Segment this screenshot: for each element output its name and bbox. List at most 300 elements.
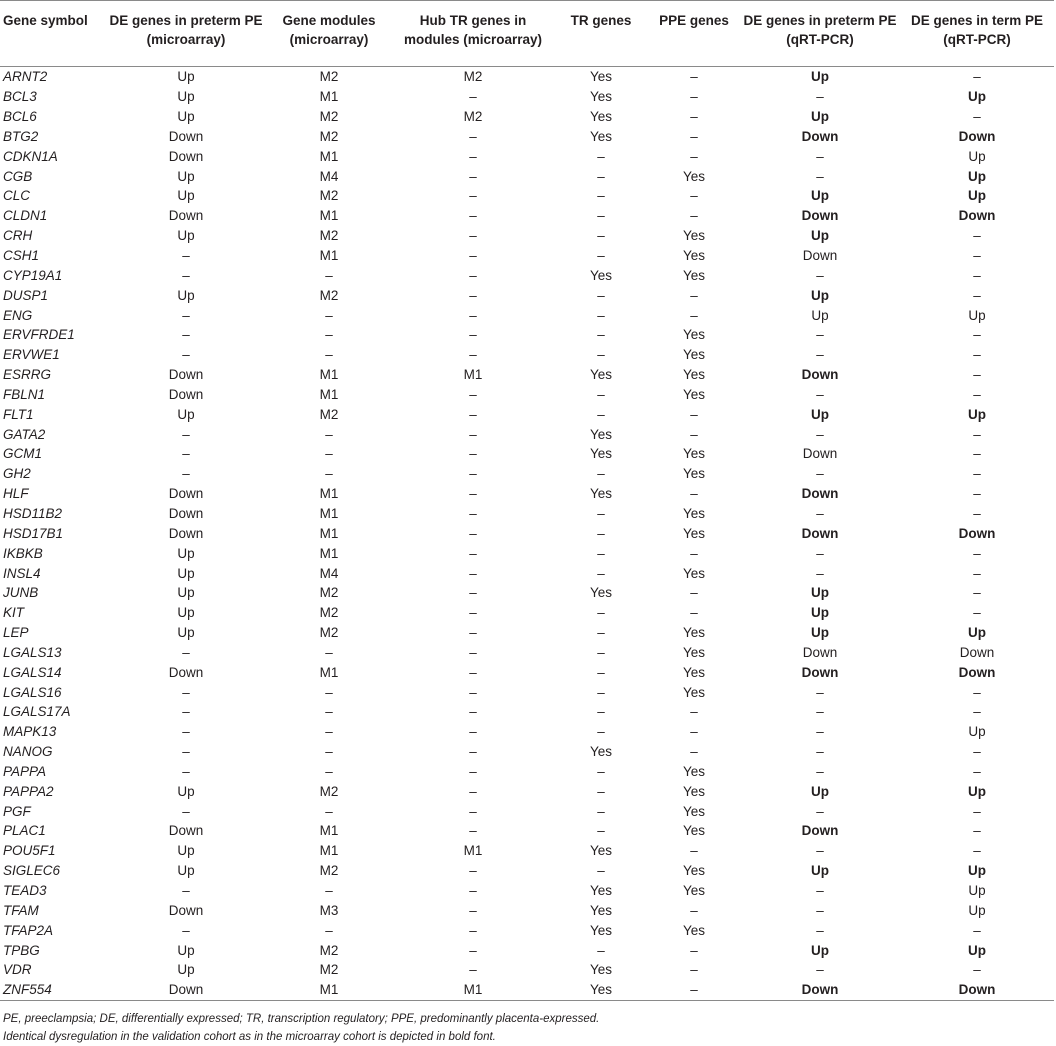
gene-symbol-cell: ERVFRDE1 xyxy=(3,327,75,343)
gene-symbol-cell: GATA2 xyxy=(3,426,46,442)
gene-symbol-cell: CYP19A1 xyxy=(3,267,63,283)
table-row xyxy=(0,920,1054,940)
tr-gene-cell: Yes xyxy=(589,446,613,462)
gene-module-cell: – xyxy=(325,267,333,283)
gene-module-cell: M1 xyxy=(319,248,339,264)
gene-module-cell: M1 xyxy=(319,148,339,164)
ppe-gene-cell: Yes xyxy=(682,863,706,879)
gene-module-cell: M2 xyxy=(319,863,339,879)
gene-module-cell: M1 xyxy=(319,208,339,224)
de-preterm-qrtpcr-cell: Up xyxy=(811,307,829,323)
de-preterm-microarray-cell: Up xyxy=(177,783,195,799)
ppe-gene-cell: Yes xyxy=(682,505,706,521)
de-preterm-microarray-cell: – xyxy=(182,763,190,779)
hub-tr-cell: – xyxy=(469,644,477,660)
hub-tr-cell: – xyxy=(469,89,477,105)
header-ppe-genes: PPE genes xyxy=(648,1,740,67)
table-row xyxy=(0,365,1054,385)
ppe-gene-cell: Yes xyxy=(682,783,706,799)
hub-tr-cell: – xyxy=(469,704,477,720)
tr-gene-cell: Yes xyxy=(589,128,613,144)
table-row xyxy=(0,265,1054,285)
ppe-gene-cell: – xyxy=(690,128,698,144)
hub-tr-cell: – xyxy=(469,783,477,799)
gene-module-cell: – xyxy=(325,446,333,462)
table-row xyxy=(0,325,1054,345)
gene-symbol-cell: VDR xyxy=(3,962,32,978)
de-preterm-qrtpcr-cell: Down xyxy=(801,128,839,144)
tr-gene-cell: – xyxy=(597,168,605,184)
de-term-qrtpcr-cell: Up xyxy=(968,625,986,641)
hub-tr-cell: – xyxy=(469,267,477,283)
de-term-qrtpcr-cell: Down xyxy=(959,644,995,660)
de-preterm-microarray-cell: – xyxy=(182,347,190,363)
de-preterm-microarray-cell: – xyxy=(182,426,190,442)
de-preterm-qrtpcr-cell: Down xyxy=(801,525,839,541)
gene-module-cell: – xyxy=(325,644,333,660)
ppe-gene-cell: Yes xyxy=(682,684,706,700)
tr-gene-cell: – xyxy=(597,188,605,204)
de-term-qrtpcr-cell: – xyxy=(973,704,981,720)
gene-symbol-cell: ERVWE1 xyxy=(3,347,60,363)
ppe-gene-cell: Yes xyxy=(682,763,706,779)
de-preterm-microarray-cell: Up xyxy=(177,89,195,105)
gene-module-cell: – xyxy=(325,724,333,740)
hub-tr-cell: M2 xyxy=(463,109,483,125)
gene-module-cell: M4 xyxy=(319,565,339,581)
table-row xyxy=(0,424,1054,444)
gene-module-cell: – xyxy=(325,347,333,363)
gene-module-cell: M2 xyxy=(319,228,339,244)
de-preterm-qrtpcr-cell: Down xyxy=(801,208,839,224)
gene-module-cell: M1 xyxy=(319,89,339,105)
de-preterm-qrtpcr-cell: – xyxy=(816,962,824,978)
tr-gene-cell: – xyxy=(597,505,605,521)
gene-module-cell: M2 xyxy=(319,942,339,958)
gene-symbol-cell: CLDN1 xyxy=(3,208,48,224)
tr-gene-cell: – xyxy=(597,406,605,422)
de-preterm-qrtpcr-cell: Up xyxy=(811,605,829,621)
gene-symbol-cell: LGALS13 xyxy=(3,644,62,660)
gene-symbol-cell: GCM1 xyxy=(3,446,43,462)
gene-symbol-cell: TEAD3 xyxy=(3,883,47,899)
de-preterm-microarray-cell: Down xyxy=(168,367,204,383)
tr-gene-cell: – xyxy=(597,823,605,839)
ppe-gene-cell: Yes xyxy=(682,565,706,581)
de-preterm-microarray-cell: Down xyxy=(168,386,204,402)
ppe-gene-cell: – xyxy=(690,406,698,422)
gene-symbol-cell: MAPK13 xyxy=(3,724,57,740)
ppe-gene-cell: Yes xyxy=(682,466,706,482)
table-row xyxy=(0,67,1054,87)
table-row xyxy=(0,583,1054,603)
gene-module-cell: M2 xyxy=(319,287,339,303)
gene-module-cell: – xyxy=(325,684,333,700)
hub-tr-cell: M2 xyxy=(463,69,483,85)
de-term-qrtpcr-cell: Up xyxy=(968,783,986,799)
tr-gene-cell: Yes xyxy=(589,883,613,899)
de-preterm-microarray-cell: Up xyxy=(177,545,195,561)
gene-symbol-cell: BTG2 xyxy=(3,128,39,144)
hub-tr-cell: – xyxy=(469,466,477,482)
gene-module-cell: M1 xyxy=(266,980,392,1000)
tr-gene-cell: – xyxy=(597,565,605,581)
de-preterm-microarray-cell: – xyxy=(182,466,190,482)
table-row xyxy=(0,186,1054,206)
hub-tr-cell: – xyxy=(469,505,477,521)
de-preterm-qrtpcr-cell: – xyxy=(816,267,824,283)
tr-gene-cell: – xyxy=(597,327,605,343)
hub-tr-cell: M1 xyxy=(463,367,483,383)
header-de-preterm-qrtpcr: DE genes in preterm PE (qRT-PCR) xyxy=(740,1,900,67)
footnote-abbreviations: PE, preeclampsia; DE, differentially expressed; TR, transcription regulatory; PPE, predominantly placenta-expressed. xyxy=(3,1013,600,1025)
tr-gene-cell: – xyxy=(597,625,605,641)
gene-symbol-cell: KIT xyxy=(3,605,25,621)
de-preterm-qrtpcr-cell: – xyxy=(816,466,824,482)
hub-tr-cell: – xyxy=(469,684,477,700)
hub-tr-cell: – xyxy=(469,287,477,303)
tr-gene-cell: Yes xyxy=(589,89,613,105)
table-row xyxy=(0,960,1054,980)
tr-gene-cell: – xyxy=(597,228,605,244)
de-preterm-qrtpcr-cell: Up xyxy=(811,585,829,601)
table-row xyxy=(0,980,1054,1000)
tr-gene-cell: – xyxy=(597,307,605,323)
gene-symbol-cell: SIGLEC6 xyxy=(3,863,61,879)
de-term-qrtpcr-cell: – xyxy=(973,486,981,502)
de-term-qrtpcr-cell: Down xyxy=(958,525,996,541)
gene-symbol-cell: HSD17B1 xyxy=(3,525,64,541)
tr-gene-cell: – xyxy=(597,644,605,660)
de-preterm-qrtpcr-cell: – xyxy=(816,327,824,343)
de-term-qrtpcr-cell: – xyxy=(973,69,981,85)
header-de-term-qrtpcr: DE genes in term PE (qRT-PCR) xyxy=(900,1,1054,67)
de-preterm-microarray-cell: – xyxy=(182,724,190,740)
tr-gene-cell: – xyxy=(597,684,605,700)
gene-module-cell: M3 xyxy=(319,902,339,918)
gene-symbol-cell: ENG xyxy=(3,307,33,323)
table-row xyxy=(0,127,1054,147)
gene-module-cell: M2 xyxy=(319,783,339,799)
hub-tr-cell: – xyxy=(469,823,477,839)
hub-tr-cell: – xyxy=(469,426,477,442)
de-term-qrtpcr-cell: Up xyxy=(968,724,986,740)
tr-gene-cell: – xyxy=(597,763,605,779)
de-term-qrtpcr-cell: Up xyxy=(968,188,986,204)
hub-tr-cell: – xyxy=(469,525,477,541)
de-term-qrtpcr-cell: – xyxy=(973,446,981,462)
hub-tr-cell: – xyxy=(469,942,477,958)
gene-symbol-cell: POU5F1 xyxy=(3,843,56,859)
table-row xyxy=(0,801,1054,821)
de-preterm-qrtpcr-cell: Down xyxy=(802,446,838,462)
table-row xyxy=(0,543,1054,563)
de-preterm-qrtpcr-cell: – xyxy=(816,386,824,402)
table-row xyxy=(0,861,1054,881)
ppe-gene-cell: – xyxy=(690,148,698,164)
ppe-gene-cell: Yes xyxy=(682,168,706,184)
table-row xyxy=(0,623,1054,643)
table-footnotes xyxy=(3,1010,1053,1046)
hub-tr-cell: – xyxy=(469,386,477,402)
de-preterm-microarray-cell: Down xyxy=(168,902,204,918)
de-preterm-qrtpcr-cell: Up xyxy=(811,228,829,244)
de-term-qrtpcr-cell: – xyxy=(973,763,981,779)
table-row xyxy=(0,781,1054,801)
de-preterm-qrtpcr-cell: – xyxy=(816,89,824,105)
de-term-qrtpcr-cell: Down xyxy=(958,128,996,144)
ppe-gene-cell: Yes xyxy=(682,883,706,899)
table-row xyxy=(0,722,1054,742)
hub-tr-cell: – xyxy=(469,347,477,363)
de-preterm-qrtpcr-cell: Up xyxy=(811,406,829,422)
gene-module-cell: – xyxy=(325,744,333,760)
de-term-qrtpcr-cell: Down xyxy=(958,664,996,680)
ppe-gene-cell: – xyxy=(690,902,698,918)
de-preterm-qrtpcr-cell: Up xyxy=(811,863,829,879)
gene-module-cell: M1 xyxy=(319,367,339,383)
ppe-gene-cell: – xyxy=(690,89,698,105)
gene-module-cell: – xyxy=(325,307,333,323)
gene-symbol-cell: CLC xyxy=(3,188,31,204)
ppe-gene-cell: Yes xyxy=(682,625,706,641)
table-row xyxy=(0,87,1054,107)
table-row xyxy=(0,603,1054,623)
ppe-gene-cell: – xyxy=(690,188,698,204)
table-row xyxy=(0,821,1054,841)
gene-module-cell: M2 xyxy=(319,188,339,204)
de-preterm-microarray-cell: Up xyxy=(177,406,195,422)
ppe-gene-cell: – xyxy=(690,585,698,601)
hub-tr-cell: – xyxy=(469,605,477,621)
de-preterm-microarray-cell: Up xyxy=(177,168,195,184)
gene-module-cell: – xyxy=(325,466,333,482)
de-preterm-microarray-cell: Up xyxy=(177,228,195,244)
tr-gene-cell: – xyxy=(597,148,605,164)
table-row xyxy=(0,742,1054,762)
gene-symbol-cell: LGALS17A xyxy=(3,704,71,720)
de-preterm-microarray-cell: Up xyxy=(177,942,195,958)
ppe-gene-cell: – xyxy=(690,605,698,621)
gene-symbol-cell: CRH xyxy=(3,228,33,244)
ppe-gene-cell: – xyxy=(690,704,698,720)
table-row xyxy=(0,285,1054,305)
de-preterm-microarray-cell: – xyxy=(182,327,190,343)
tr-gene-cell: Yes xyxy=(589,486,613,502)
hub-tr-cell: – xyxy=(469,883,477,899)
hub-tr-cell: – xyxy=(469,188,477,204)
table-row xyxy=(0,166,1054,186)
de-term-qrtpcr-cell: – xyxy=(973,228,981,244)
table-row xyxy=(0,345,1054,365)
de-preterm-microarray-cell: – xyxy=(182,446,190,462)
de-term-qrtpcr-cell: – xyxy=(973,823,981,839)
de-preterm-qrtpcr-cell: Down xyxy=(801,367,839,383)
hub-tr-cell: – xyxy=(469,148,477,164)
de-preterm-qrtpcr-cell: – xyxy=(816,684,824,700)
de-term-qrtpcr-cell: – xyxy=(973,585,981,601)
table-row xyxy=(0,464,1054,484)
tr-gene-cell: Yes xyxy=(589,109,613,125)
de-preterm-qrtpcr-cell: – xyxy=(816,168,824,184)
gene-symbol-cell: ARNT2 xyxy=(3,69,48,85)
hub-tr-cell: – xyxy=(469,228,477,244)
de-term-qrtpcr-cell: Up xyxy=(968,307,986,323)
ppe-gene-cell: – xyxy=(690,69,698,85)
de-term-qrtpcr-cell: – xyxy=(973,367,981,383)
header-de-preterm-microarray: DE genes in preterm PE (microarray) xyxy=(106,1,266,67)
gene-module-cell: M1 xyxy=(319,386,339,402)
table-row xyxy=(0,385,1054,405)
de-preterm-qrtpcr-cell: – xyxy=(816,426,824,442)
de-preterm-qrtpcr-cell: – xyxy=(816,902,824,918)
de-term-qrtpcr-cell: – xyxy=(973,803,981,819)
de-term-qrtpcr-cell: Up xyxy=(968,406,986,422)
gene-module-cell: M1 xyxy=(319,525,339,541)
table-row xyxy=(0,940,1054,960)
table-row xyxy=(0,246,1054,266)
gene-symbol-cell: GH2 xyxy=(3,466,31,482)
de-term-qrtpcr-cell: – xyxy=(973,109,981,125)
de-preterm-qrtpcr-cell: – xyxy=(816,505,824,521)
ppe-gene-cell: Yes xyxy=(682,644,706,660)
de-preterm-qrtpcr-cell: Down xyxy=(801,486,839,502)
de-preterm-microarray-cell: – xyxy=(182,803,190,819)
tr-gene-cell: Yes xyxy=(554,980,648,1000)
gene-module-cell: M1 xyxy=(319,505,339,521)
tr-gene-cell: – xyxy=(597,724,605,740)
hub-tr-cell: – xyxy=(469,307,477,323)
hub-tr-cell: – xyxy=(469,724,477,740)
ppe-gene-cell: – xyxy=(648,980,740,1000)
gene-symbol-cell: TPBG xyxy=(3,942,40,958)
de-term-qrtpcr-cell: Up xyxy=(968,883,986,899)
de-preterm-qrtpcr-cell: – xyxy=(816,922,824,938)
tr-gene-cell: – xyxy=(597,386,605,402)
de-preterm-microarray-cell: Up xyxy=(177,69,195,85)
hub-tr-cell: – xyxy=(469,922,477,938)
ppe-gene-cell: – xyxy=(690,208,698,224)
de-term-qrtpcr-cell: – xyxy=(973,545,981,561)
table-row xyxy=(0,146,1054,166)
hub-tr-cell: – xyxy=(469,962,477,978)
ppe-gene-cell: – xyxy=(690,744,698,760)
hub-tr-cell: M1 xyxy=(392,980,554,1000)
ppe-gene-cell: – xyxy=(690,287,698,303)
ppe-gene-cell: Yes xyxy=(682,386,706,402)
tr-gene-cell: – xyxy=(597,803,605,819)
de-preterm-microarray-cell: Up xyxy=(177,605,195,621)
ppe-gene-cell: Yes xyxy=(682,823,706,839)
de-term-qrtpcr-cell: – xyxy=(973,962,981,978)
de-term-qrtpcr-cell: – xyxy=(973,565,981,581)
table-body xyxy=(0,67,1054,1001)
ppe-gene-cell: Yes xyxy=(682,267,706,283)
hub-tr-cell: – xyxy=(469,446,477,462)
ppe-gene-cell: – xyxy=(690,109,698,125)
ppe-gene-cell: – xyxy=(690,426,698,442)
de-preterm-qrtpcr-cell: – xyxy=(816,883,824,899)
de-preterm-qrtpcr-cell: – xyxy=(816,565,824,581)
tr-gene-cell: – xyxy=(597,783,605,799)
hub-tr-cell: – xyxy=(469,902,477,918)
ppe-gene-cell: Yes xyxy=(682,803,706,819)
table-row xyxy=(0,702,1054,722)
de-preterm-qrtpcr-cell: – xyxy=(816,803,824,819)
gene-symbol-cell: LGALS14 xyxy=(3,664,62,680)
de-preterm-qrtpcr-cell: – xyxy=(816,704,824,720)
de-preterm-qrtpcr-cell: – xyxy=(816,545,824,561)
de-term-qrtpcr-cell: – xyxy=(973,287,981,303)
hub-tr-cell: – xyxy=(469,128,477,144)
de-term-qrtpcr-cell: – xyxy=(973,505,981,521)
ppe-gene-cell: – xyxy=(690,724,698,740)
ppe-gene-cell: – xyxy=(690,942,698,958)
gene-module-cell: M2 xyxy=(319,128,339,144)
tr-gene-cell: – xyxy=(597,545,605,561)
de-preterm-qrtpcr-cell: – xyxy=(816,763,824,779)
gene-symbol-cell: JUNB xyxy=(3,585,39,601)
hub-tr-cell: – xyxy=(469,327,477,343)
gene-symbol-cell: PGF xyxy=(3,803,31,819)
de-term-qrtpcr-cell: – xyxy=(973,605,981,621)
gene-symbol-cell: BCL3 xyxy=(3,89,37,105)
gene-module-cell: – xyxy=(325,922,333,938)
de-term-qrtpcr-cell: Up xyxy=(968,148,986,164)
de-term-qrtpcr-cell: – xyxy=(973,267,981,283)
gene-symbol-cell: HSD11B2 xyxy=(3,505,63,521)
ppe-gene-cell: Yes xyxy=(682,347,706,363)
ppe-gene-cell: – xyxy=(690,486,698,502)
header-hub-tr-genes: Hub TR genes in modules (microarray) xyxy=(392,1,554,67)
gene-module-cell: – xyxy=(325,883,333,899)
table-row xyxy=(0,107,1054,127)
hub-tr-cell: – xyxy=(469,565,477,581)
hub-tr-cell: – xyxy=(469,803,477,819)
de-preterm-microarray-cell: Down xyxy=(168,664,204,680)
table-row xyxy=(0,444,1054,464)
de-preterm-microarray-cell: Down xyxy=(168,486,204,502)
gene-symbol-cell: NANOG xyxy=(3,744,53,760)
hub-tr-cell: – xyxy=(469,863,477,879)
hub-tr-cell: – xyxy=(469,248,477,264)
tr-gene-cell: – xyxy=(597,466,605,482)
gene-symbol-cell: FBLN1 xyxy=(3,386,46,402)
tr-gene-cell: Yes xyxy=(589,367,613,383)
de-term-qrtpcr-cell: – xyxy=(973,327,981,343)
header-row xyxy=(0,1,1054,67)
de-preterm-microarray-cell: – xyxy=(182,267,190,283)
gene-module-cell: M1 xyxy=(319,823,339,839)
de-preterm-qrtpcr-cell: Up xyxy=(811,942,829,958)
de-preterm-microarray-cell: – xyxy=(182,744,190,760)
header-gene-modules: Gene modules (microarray) xyxy=(266,1,392,67)
ppe-gene-cell: Yes xyxy=(682,525,706,541)
de-preterm-microarray-cell: – xyxy=(182,307,190,323)
de-preterm-qrtpcr-cell: Up xyxy=(811,287,829,303)
hub-tr-cell: – xyxy=(469,168,477,184)
de-preterm-qrtpcr-cell: – xyxy=(816,148,824,164)
hub-tr-cell: M1 xyxy=(463,843,483,859)
gene-symbol-cell: CDKN1A xyxy=(3,148,58,164)
de-preterm-microarray-cell: Up xyxy=(177,585,195,601)
gene-module-cell: M2 xyxy=(319,406,339,422)
hub-tr-cell: – xyxy=(469,744,477,760)
tr-gene-cell: Yes xyxy=(589,843,613,859)
gene-symbol-cell: LGALS16 xyxy=(3,684,62,700)
de-preterm-microarray-cell: – xyxy=(182,883,190,899)
table-row xyxy=(0,900,1054,920)
